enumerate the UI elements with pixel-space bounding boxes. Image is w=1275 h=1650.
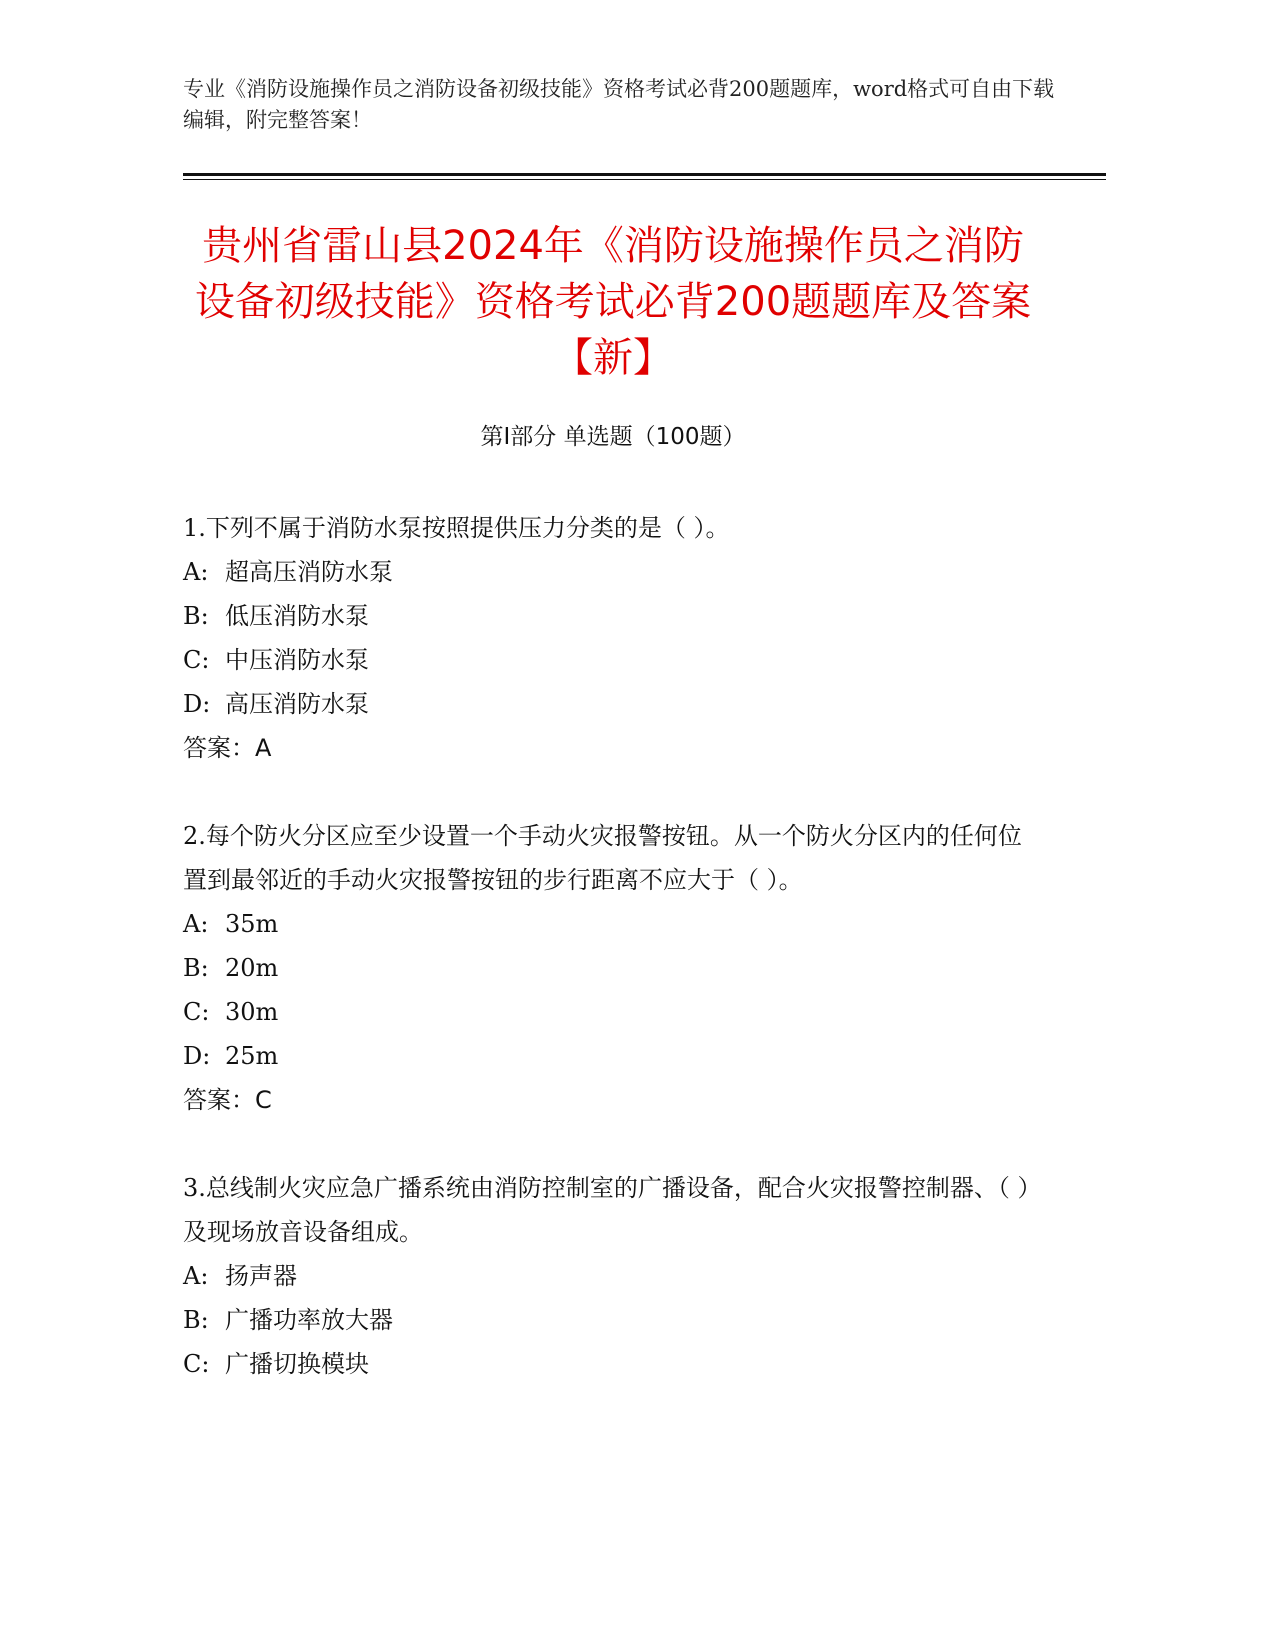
option-row (183, 990, 1043, 1034)
option-text: 30m (225, 998, 279, 1026)
option-label: C: (183, 998, 210, 1026)
option-label: D: (183, 1042, 211, 1070)
question-item (183, 814, 1043, 1122)
question-list (183, 506, 1043, 1430)
option-row (183, 638, 1043, 682)
question-item (183, 506, 1043, 770)
header-rule-thin (183, 179, 1106, 180)
option-row (183, 682, 1043, 726)
option-text: 20m (225, 954, 279, 982)
option-label: B: (183, 602, 209, 630)
option-label: A: (183, 558, 209, 586)
question-stem: 2.每个防火分区应至少设置一个手动火灾报警按钮。从一个防火分区内的任何位置到最邻近的手动火灾报警按钮的步行距离不应大于（ ）。 (183, 822, 1022, 894)
option-text: 扬声器 (225, 1262, 297, 1290)
option-label: B: (183, 1306, 209, 1334)
question-stem: 1.下列不属于消防水泵按照提供压力分类的是（ ）。 (183, 514, 730, 542)
option-row (183, 1342, 1043, 1386)
option-row (183, 946, 1043, 990)
option-text: 高压消防水泵 (225, 690, 369, 718)
answer-prefix: 答案： (183, 734, 255, 762)
option-text: 低压消防水泵 (225, 602, 369, 630)
option-text: 广播切换模块 (225, 1350, 369, 1378)
option-row (183, 1254, 1043, 1298)
option-text: 广播功率放大器 (225, 1306, 393, 1334)
option-text: 35m (225, 910, 279, 938)
option-label: A: (183, 910, 209, 938)
option-row (183, 594, 1043, 638)
answer-prefix: 答案： (183, 1086, 255, 1114)
option-row (183, 1298, 1043, 1342)
document-title: 贵州省雷山县2024年《消防设施操作员之消防设备初级技能》资格考试必背200题题库及答案【新】 (194, 223, 1032, 381)
answer-value: C (255, 1086, 272, 1114)
answer-line (183, 1078, 1043, 1122)
answer-line (183, 726, 1043, 770)
section-title: 第Ⅰ部分 单选题（100题） (480, 424, 746, 450)
option-label: C: (183, 646, 210, 674)
option-row (183, 1034, 1043, 1078)
question-stem: 3.总线制火灾应急广播系统由消防控制室的广播设备，配合火灾报警控制器、（ ）及现场放音设备组成。 (183, 1174, 1042, 1246)
answer-value: A (255, 734, 272, 762)
option-label: C: (183, 1350, 210, 1378)
option-text: 25m (225, 1042, 279, 1070)
option-label: D: (183, 690, 211, 718)
option-row (183, 550, 1043, 594)
header-note: 专业《消防设施操作员之消防设备初级技能》资格考试必背200题题库，word格式可自由下载编辑，附完整答案！ (183, 77, 1055, 132)
option-label: A: (183, 1262, 209, 1290)
header-rule-thick (183, 173, 1106, 176)
option-text: 超高压消防水泵 (225, 558, 393, 586)
option-row (183, 902, 1043, 946)
option-label: B: (183, 954, 209, 982)
question-item (183, 1166, 1043, 1386)
option-text: 中压消防水泵 (225, 646, 369, 674)
